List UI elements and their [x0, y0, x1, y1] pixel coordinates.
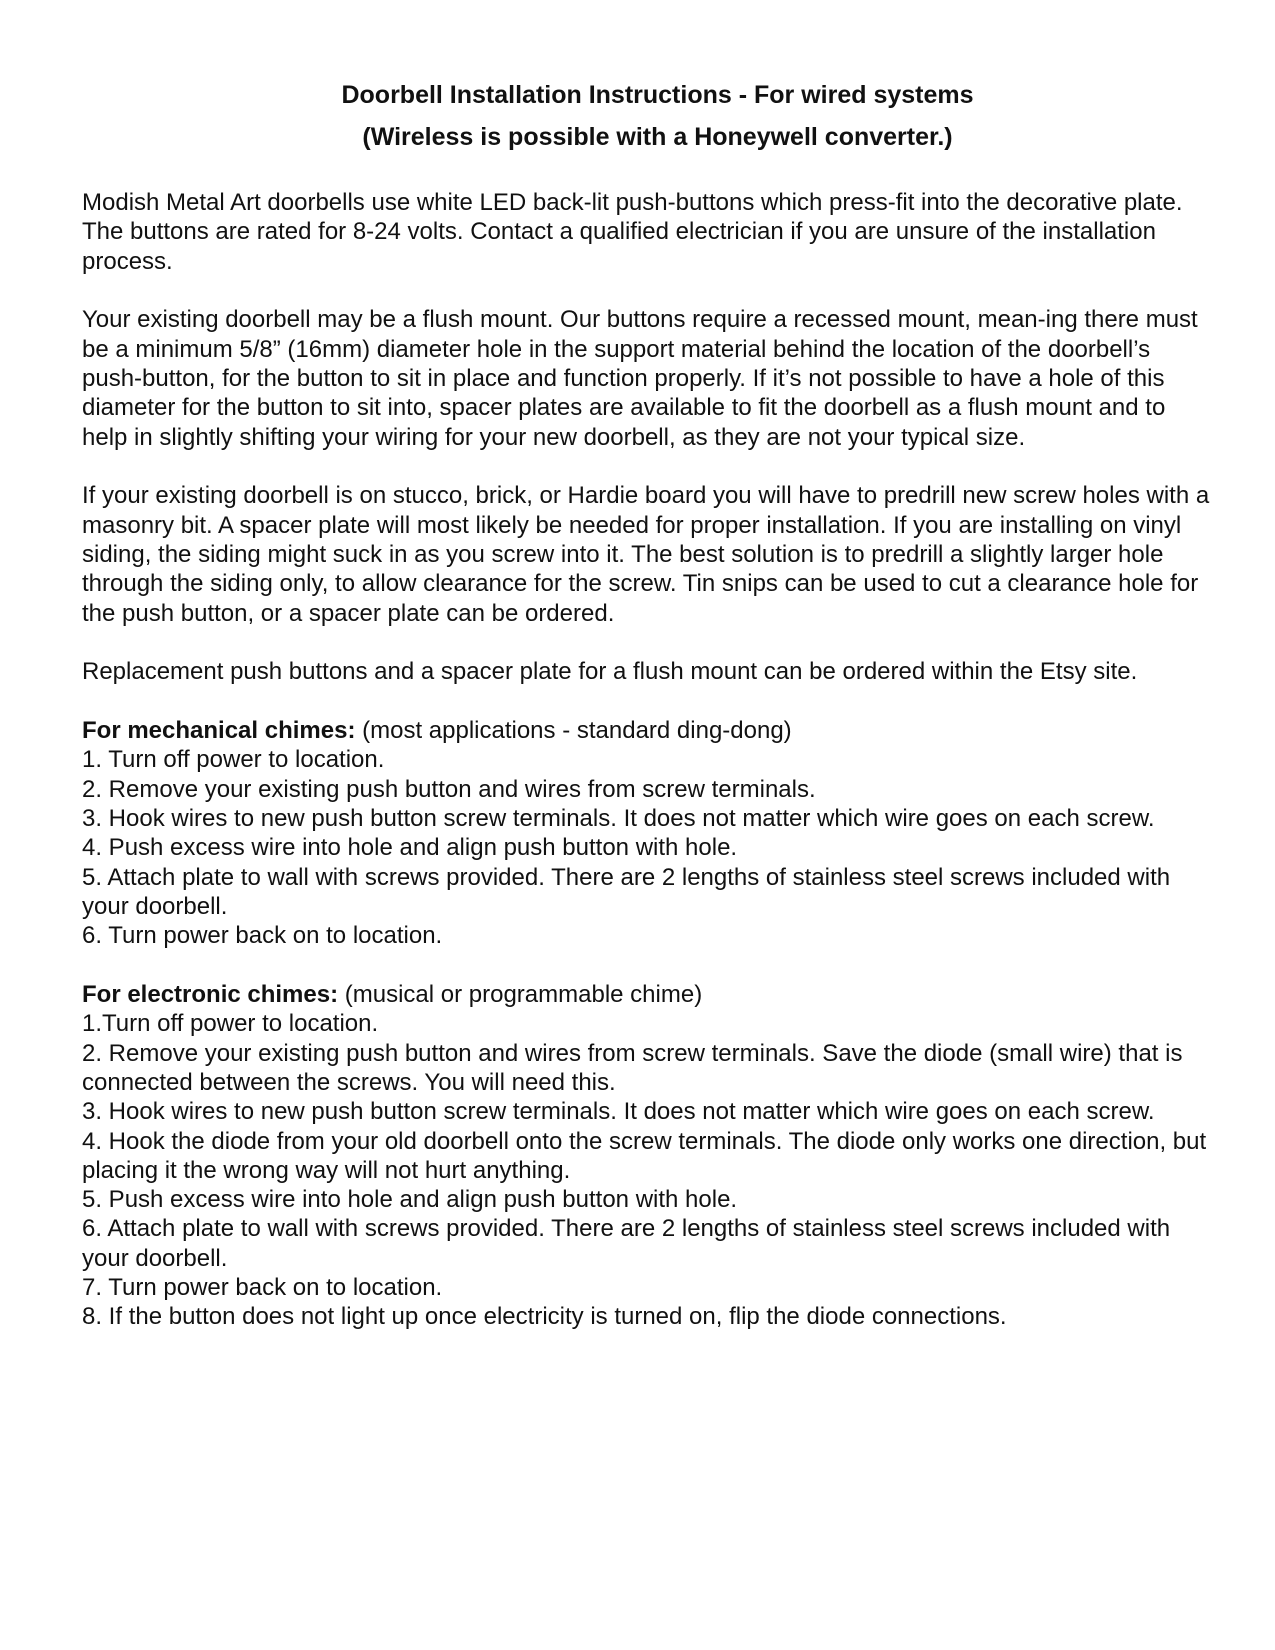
- section-heading: [82, 980, 1215, 1009]
- electronic-chimes-section: [82, 980, 1215, 1332]
- section-heading: [82, 716, 1215, 745]
- list-item: 3. Hook wires to new push button screw terminals. It does not matter which wire goes on each screw.: [82, 805, 1155, 833]
- list-item: 1. Turn off power to location.: [82, 746, 385, 774]
- mechanical-heading: For mechanical chimes:: [82, 717, 356, 745]
- flush-mount-paragraph: Your existing doorbell may be a flush mount. Our buttons require a recessed mount, mean-ing there must be a minimum 5/8” (16mm) diameter hole in the support material behind the location of the doorbell’s push-button, for the button to sit in place and function properly. If it’s not possible to have a hole of this diameter for the button to sit into, spacer plates are available to fit the doorbell as a flush mount and to help in slightly shifting your wiring for your new doorbell, as they are not your typical size.: [82, 306, 1198, 451]
- mechanical-chimes-section: [82, 716, 1215, 950]
- list-item: 5. Push excess wire into hole and align push button with hole.: [82, 1186, 738, 1214]
- list-item: 6. Turn power back on to location.: [82, 922, 443, 950]
- title-line-1: Doorbell Installation Instructions - For wired systems: [341, 81, 974, 109]
- list-item: 2. Remove your existing push button and wires from screw terminals.: [82, 775, 816, 803]
- siding-paragraph: If your existing doorbell is on stucco, brick, or Hardie board you will have to predrill new screw holes with a masonry bit. A spacer plate will most likely be needed for proper installation. If you are installing on vinyl siding, the siding might suck in as you screw into it. The best solution is to predrill a slightly larger hole through the siding only, to allow clearance for the screw. Tin snips can be used to cut a clearance hole for the push button, or a spacer plate can be ordered.: [82, 482, 1210, 627]
- mechanical-note: (most applications - standard ding-dong): [355, 717, 792, 745]
- list-item: 4. Push excess wire into hole and align push button with hole.: [82, 834, 738, 862]
- electronic-heading: For electronic chimes:: [82, 981, 339, 1009]
- intro-paragraph: Modish Metal Art doorbells use white LED back-lit push-buttons which press-fit into the decorative plate. The buttons are rated for 8-24 volts. Contact a qualified electrician if you are unsure of the installation process.: [82, 189, 1183, 275]
- list-item: 4. Hook the diode from your old doorbell onto the screw terminals. The diode only works one direction, but placing it the wrong way will not hurt anything.: [82, 1127, 1207, 1184]
- list-item: 3. Hook wires to new push button screw terminals. It does not matter which wire goes on each screw.: [82, 1098, 1155, 1126]
- list-item: 1.Turn off power to location.: [82, 1010, 379, 1038]
- list-item: 8. If the button does not light up once electricity is turned on, flip the diode connections.: [82, 1303, 1007, 1331]
- list-item: 6. Attach plate to wall with screws provided. There are 2 lengths of stainless steel screws included with your doorbell.: [82, 1215, 1171, 1272]
- title-line-2: (Wireless is possible with a Honeywell converter.): [362, 123, 953, 151]
- replacement-paragraph: Replacement push buttons and a spacer plate for a flush mount can be ordered within the Etsy site.: [82, 658, 1138, 686]
- list-item: 5. Attach plate to wall with screws provided. There are 2 lengths of stainless steel screws included with your doorbell.: [82, 863, 1171, 920]
- list-item: 2. Remove your existing push button and wires from screw terminals. Save the diode (small wire) that is connected between the screws. You will need this.: [82, 1039, 1183, 1096]
- list-item: 7. Turn power back on to location.: [82, 1274, 443, 1301]
- electronic-note: (musical or programmable chime): [338, 981, 703, 1009]
- document-title: [82, 74, 1215, 158]
- document-body: [82, 188, 1215, 1332]
